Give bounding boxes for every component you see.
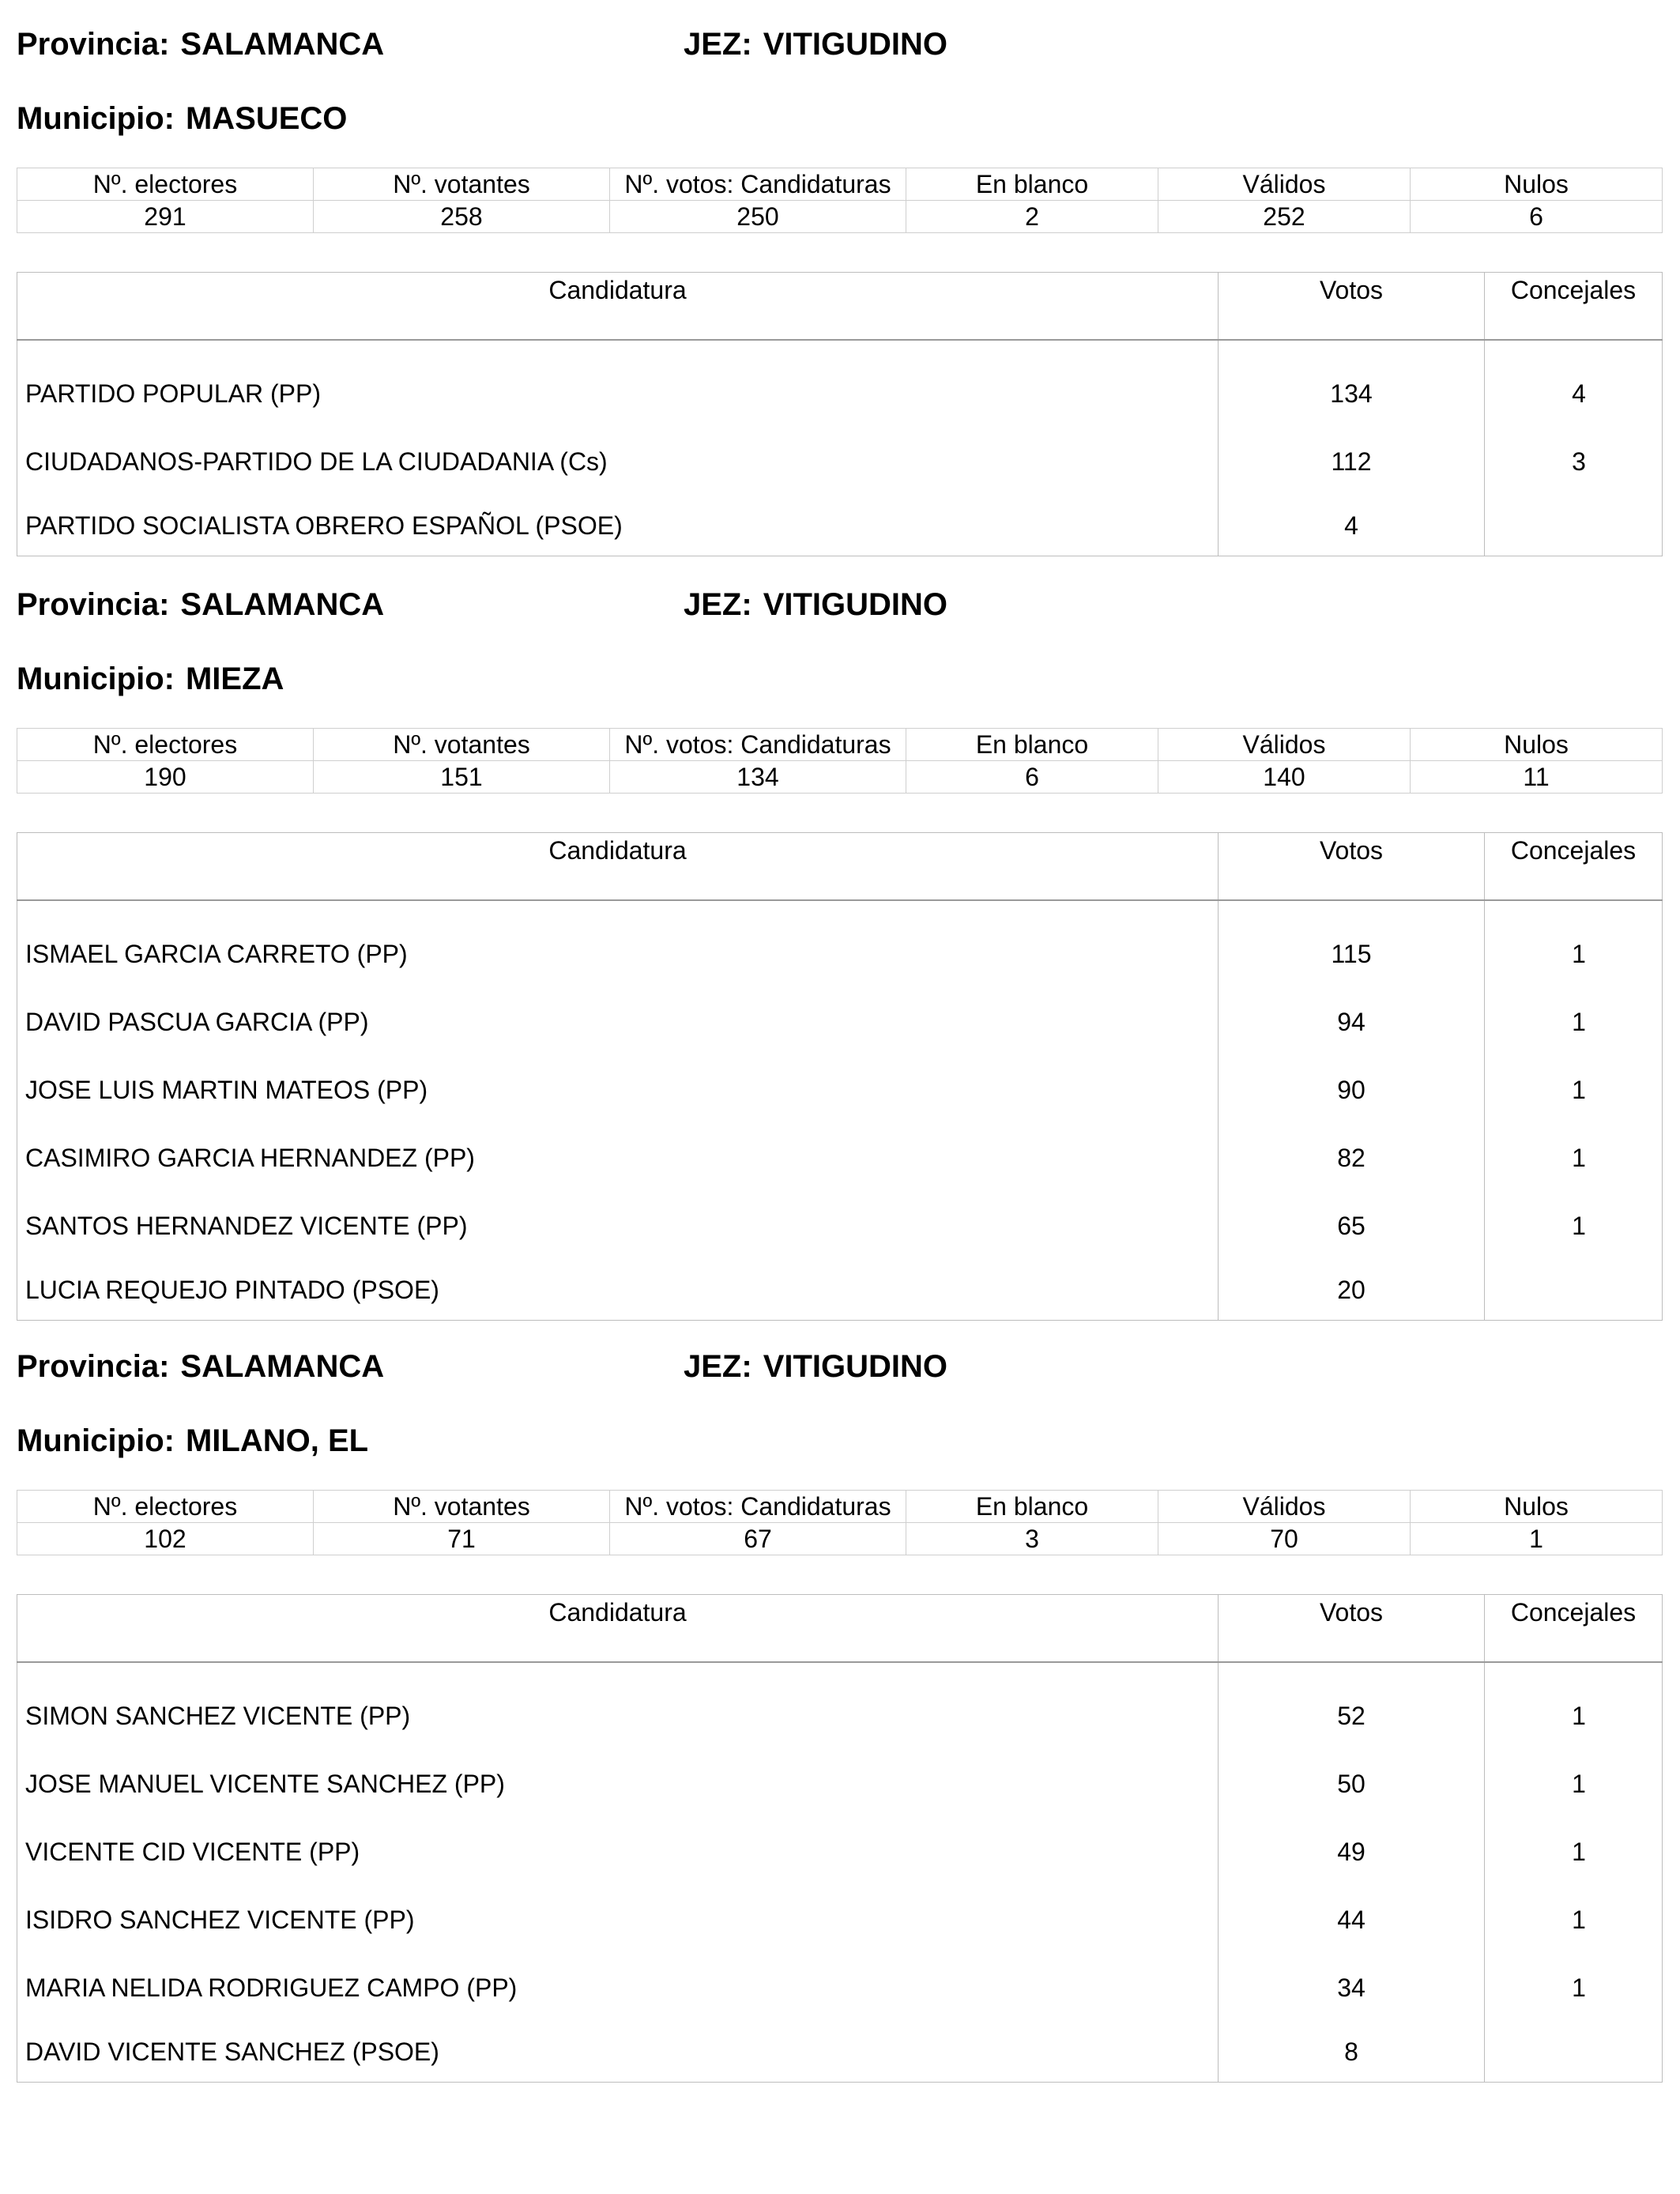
candidate-votos: 115 [1219, 900, 1485, 988]
candidate-concejales: 1 [1485, 1750, 1663, 1818]
summary-header-row [17, 1491, 1663, 1523]
jez-header [684, 1348, 947, 1385]
header-validos: Válidos [1158, 168, 1411, 201]
header-validos: Válidos [1158, 1491, 1411, 1523]
jez-header [684, 586, 947, 624]
summary-value-row [17, 761, 1663, 794]
header-nulos: Nulos [1411, 1491, 1663, 1523]
candidate-name: PARTIDO POPULAR (PP) [17, 340, 1219, 428]
candidate-concejales: 1 [1485, 1056, 1663, 1124]
provincia-value: SALAMANCA [180, 27, 385, 62]
value-en-blanco: 2 [906, 201, 1158, 233]
value-en-blanco: 3 [906, 1523, 1158, 1555]
jez-label: JEZ: [684, 27, 752, 62]
municipio-label: Municipio: [17, 662, 175, 696]
candidate-votos: 90 [1219, 1056, 1485, 1124]
candidate-row [17, 900, 1663, 988]
header-en-blanco: En blanco [906, 168, 1158, 201]
summary-value-row [17, 1523, 1663, 1555]
value-electores: 102 [17, 1523, 314, 1555]
jez-value: VITIGUDINO [763, 27, 948, 62]
candidate-concejales: 1 [1485, 1818, 1663, 1886]
header-en-blanco: En blanco [906, 1491, 1158, 1523]
candidate-row [17, 1818, 1663, 1886]
candidate-name: CASIMIRO GARCIA HERNANDEZ (PP) [17, 1124, 1219, 1192]
provincia-label: Provincia: [17, 1349, 170, 1384]
header-concejales: Concejales [1485, 833, 1663, 901]
candidate-concejales: 1 [1485, 988, 1663, 1056]
candidate-name: JOSE LUIS MARTIN MATEOS (PP) [17, 1056, 1219, 1124]
header-nulos: Nulos [1411, 729, 1663, 761]
candidate-name: DAVID VICENTE SANCHEZ (PSOE) [17, 2022, 1219, 2083]
candidate-name: MARIA NELIDA RODRIGUEZ CAMPO (PP) [17, 1954, 1219, 2022]
value-votantes: 258 [314, 201, 610, 233]
header-votos: Votos [1219, 833, 1485, 901]
candidate-row [17, 1750, 1663, 1818]
provincia-label: Provincia: [17, 587, 170, 622]
candidate-row [17, 2022, 1663, 2083]
candidate-votos: 82 [1219, 1124, 1485, 1192]
value-en-blanco: 6 [906, 761, 1158, 794]
header-electores: Nº. electores [17, 168, 314, 201]
jez-header [684, 25, 947, 63]
candidates-table [17, 832, 1663, 1321]
value-votantes: 71 [314, 1523, 610, 1555]
candidate-row [17, 496, 1663, 556]
value-validos: 252 [1158, 201, 1411, 233]
candidates-header-row [17, 273, 1663, 341]
header-votos: Votos [1219, 1595, 1485, 1663]
provincia-header [17, 586, 384, 624]
municipio-label: Municipio: [17, 1423, 175, 1458]
header-votantes: Nº. votantes [314, 1491, 610, 1523]
summary-table [17, 1490, 1663, 1555]
header-candidatura: Candidatura [17, 273, 1219, 341]
municipio-header [17, 660, 284, 698]
value-electores: 291 [17, 201, 314, 233]
jez-label: JEZ: [684, 587, 752, 622]
header-concejales: Concejales [1485, 1595, 1663, 1663]
candidate-votos: 112 [1219, 428, 1485, 496]
candidate-row [17, 1662, 1663, 1750]
candidate-row [17, 428, 1663, 496]
candidate-name: VICENTE CID VICENTE (PP) [17, 1818, 1219, 1886]
value-electores: 190 [17, 761, 314, 794]
candidate-name: ISMAEL GARCIA CARRETO (PP) [17, 900, 1219, 988]
municipio-header [17, 100, 347, 138]
value-nulos: 1 [1411, 1523, 1663, 1555]
municipio-header [17, 1422, 368, 1460]
candidate-row [17, 1954, 1663, 2022]
value-nulos: 11 [1411, 761, 1663, 794]
candidate-row [17, 340, 1663, 428]
value-nulos: 6 [1411, 201, 1663, 233]
candidate-votos: 20 [1219, 1260, 1485, 1321]
candidate-concejales: 1 [1485, 900, 1663, 988]
municipio-label: Municipio: [17, 101, 175, 136]
candidate-name: CIUDADANOS-PARTIDO DE LA CIUDADANIA (Cs) [17, 428, 1219, 496]
jez-value: VITIGUDINO [763, 587, 948, 622]
candidates-table [17, 272, 1663, 556]
value-votos-candidaturas: 134 [610, 761, 906, 794]
municipio-value: MILANO, EL [185, 1423, 369, 1458]
header-validos: Válidos [1158, 729, 1411, 761]
header-votos-candidaturas: Nº. votos: Candidaturas [610, 729, 906, 761]
header-electores: Nº. electores [17, 1491, 314, 1523]
municipio-value: MASUECO [185, 101, 348, 136]
candidate-concejales: 4 [1485, 340, 1663, 428]
provincia-value: SALAMANCA [180, 1349, 385, 1384]
candidate-row [17, 1056, 1663, 1124]
candidate-row [17, 988, 1663, 1056]
candidates-header-row [17, 833, 1663, 901]
candidate-votos: 4 [1219, 496, 1485, 556]
header-votantes: Nº. votantes [314, 168, 610, 201]
candidate-concejales [1485, 1260, 1663, 1321]
candidate-name: SIMON SANCHEZ VICENTE (PP) [17, 1662, 1219, 1750]
candidate-votos: 49 [1219, 1818, 1485, 1886]
municipio-value: MIEZA [185, 662, 284, 696]
header-nulos: Nulos [1411, 168, 1663, 201]
provincia-label: Provincia: [17, 27, 170, 62]
provincia-header [17, 1348, 384, 1385]
candidate-name: PARTIDO SOCIALISTA OBRERO ESPAÑOL (PSOE) [17, 496, 1219, 556]
candidate-concejales: 1 [1485, 1662, 1663, 1750]
summary-header-row [17, 168, 1663, 201]
jez-label: JEZ: [684, 1349, 752, 1384]
provincia-header [17, 25, 384, 63]
header-candidatura: Candidatura [17, 1595, 1219, 1663]
header-votos-candidaturas: Nº. votos: Candidaturas [610, 168, 906, 201]
candidate-votos: 52 [1219, 1662, 1485, 1750]
candidates-table [17, 1594, 1663, 2083]
header-votos-candidaturas: Nº. votos: Candidaturas [610, 1491, 906, 1523]
value-validos: 70 [1158, 1523, 1411, 1555]
header-electores: Nº. electores [17, 729, 314, 761]
candidate-votos: 94 [1219, 988, 1485, 1056]
candidate-votos: 134 [1219, 340, 1485, 428]
jez-value: VITIGUDINO [763, 1349, 948, 1384]
candidate-name: DAVID PASCUA GARCIA (PP) [17, 988, 1219, 1056]
header-en-blanco: En blanco [906, 729, 1158, 761]
summary-header-row [17, 729, 1663, 761]
summary-table [17, 728, 1663, 794]
value-validos: 140 [1158, 761, 1411, 794]
header-concejales: Concejales [1485, 273, 1663, 341]
header-candidatura: Candidatura [17, 833, 1219, 901]
candidate-concejales: 1 [1485, 1192, 1663, 1260]
value-votos-candidaturas: 250 [610, 201, 906, 233]
candidate-votos: 65 [1219, 1192, 1485, 1260]
candidate-votos: 44 [1219, 1886, 1485, 1954]
candidate-row [17, 1192, 1663, 1260]
candidate-name: JOSE MANUEL VICENTE SANCHEZ (PP) [17, 1750, 1219, 1818]
summary-table [17, 168, 1663, 233]
header-votos: Votos [1219, 273, 1485, 341]
candidate-concejales: 1 [1485, 1124, 1663, 1192]
candidate-concejales [1485, 496, 1663, 556]
candidate-votos: 50 [1219, 1750, 1485, 1818]
candidate-name: LUCIA REQUEJO PINTADO (PSOE) [17, 1260, 1219, 1321]
candidate-row [17, 1124, 1663, 1192]
candidate-concejales: 1 [1485, 1954, 1663, 2022]
header-votantes: Nº. votantes [314, 729, 610, 761]
candidates-header-row [17, 1595, 1663, 1663]
candidate-name: ISIDRO SANCHEZ VICENTE (PP) [17, 1886, 1219, 1954]
value-votos-candidaturas: 67 [610, 1523, 906, 1555]
provincia-value: SALAMANCA [180, 587, 385, 622]
candidate-concejales [1485, 2022, 1663, 2083]
candidate-votos: 8 [1219, 2022, 1485, 2083]
candidate-name: SANTOS HERNANDEZ VICENTE (PP) [17, 1192, 1219, 1260]
candidate-concejales: 3 [1485, 428, 1663, 496]
value-votantes: 151 [314, 761, 610, 794]
summary-value-row [17, 201, 1663, 233]
candidate-votos: 34 [1219, 1954, 1485, 2022]
candidate-row [17, 1886, 1663, 1954]
candidate-concejales: 1 [1485, 1886, 1663, 1954]
candidate-row [17, 1260, 1663, 1321]
